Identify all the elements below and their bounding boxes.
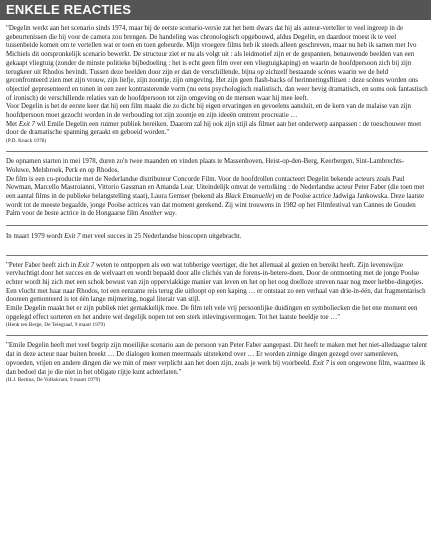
film-title: Exit 7 (312, 359, 329, 367)
text-segment: ) en de Poolse actrice Jadwiga Jankowska. Deze laatste wordt tot de meeste begaafde, jonge Poolse actrices van dat moment gerekend. Zij wint trouwens in 1982 op het Filmfestival van Cannes de Gouden Palm voor de beste actrice in de Hongaarse film (6, 192, 425, 218)
production-paragraph-2 (6, 176, 428, 220)
film-title: Black Emanuelle (225, 192, 272, 200)
divider (6, 335, 428, 336)
divider (6, 255, 428, 256)
text-segment: . (175, 210, 177, 218)
text-segment: "Emile Degelin heeft met veel begrip zijn moeilijke scenario aan de persoon van Peter Faber aangepast. Dit heeft te maken met het niet-alledaagse talent dat in deze acteur naar buiten breekt … De dialogen komen meermaals uitstekend over … Er worden zinnige dingen gezegd over samenleven, opvoeden, vrijen en andere dingen die we min of meer verplicht aan het doen zijn, zoals je werk bij voorbeeld. (6, 342, 428, 367)
quote-volkskrant (6, 342, 428, 384)
article-body (6, 25, 428, 384)
quote-telegraaf-source: (Henk ten Berge, De Telegraaf, 9 maart 1979) (6, 322, 105, 329)
film-title: Exit 7 (64, 232, 81, 240)
text-segment: De film is een co-productie met de Nederlandse distributeur Concorde Film. Voor de hoofdrollen contacteert Degelin bekende acteurs zoals Paul Newman, Marcello Mastroianni, Vittorio Gassman en Amanda Lear. Uiteindelijk omvat de vertolking : de Nederlandse acteur Peter Faber (die toen met een aantal films in de publieke belangstelling staat), Laura Gemser (bekend als (6, 175, 425, 200)
film-title: Exit 7 (77, 261, 95, 269)
quote-volkskrant-source: (H.J. Bertina, De Volkskrant, 9 maart 1979) (6, 377, 101, 384)
page-header (0, 0, 431, 20)
text-segment: met veel succes in 25 Nederlandse bioscopen uitgebracht. (80, 232, 242, 240)
quote-volkskrant-paragraph-1 (6, 342, 428, 377)
quote-knack-paragraph-1: "Degelin werkt aan het scenario sinds 1974, maar bij de eerste scenario-versie zat het hem dwars dat hij als auteur-verteller te veel ingreep in de gebeurtenissen die hij voor de camera zou brengen. De handeling was chronologisch opgebouwd, aldus Degelin, en daardoor moest ik te veel tussenbeide komen om te vertellen wat er toen en toen gebeurde. Mijn vroegere films heb ik steeds alleen geschreven, maar nu heb ik samen met Ivo Michiels dit oorspronkelijk scenario bewerkt. De structuur ziet er nu als volgt uit : als leidmotief zijn er de gespannen, benauwende beelden van een gekaapt vliegtuig (zonder de minste politieke bijbedoeling : het is echt geen film over een vliegtuigkaping) en waarin de hoofdpersoon zich bij zijn terugkeer uit Rhodos bevindt. Tussen deze beelden door zijn er dan de verschillende, bijna op zichzelf bestaande scènes waarin we de held geconfronteerd zien met zijn vrouw, zijn liefje, zijn zoontje, zijn omgeving. Het zijn geen flash-backs of herinneringsflitsen : deze scènes worden ons objectief gepresenteerd en tonen in een zeer kontrasterende vorm (nu eens psychologisch realistisch, dan weer hevig dramatisch, en soms ook fantastisch of ironisch) de verschillende relaties van de hoofdpersoon tot zijn omgeving en de mensen waar hij mee leeft. (6, 25, 428, 102)
quote-knack (6, 25, 428, 145)
quote-telegraaf-paragraph-2: Emile Degelin maakt het er zijn publiek niet gemakkelijk mee. De film telt vele vrij persoonlijke duidingen en symboliecken die het ene moment een opgelegd effect sorteren en het andere wel degelijk nopen tot een sterk inlevingsvermogen. Tot het laatste beeldje toe …" (6, 305, 418, 321)
divider (6, 225, 428, 226)
text-segment: weten te ontpoppen als een wat tobberige veertiger, die het allemaal al gezien en bereikt heeft. Zijn levenswijze vervluchtigt door het succes en de welvaart en wordt bepaald door alle clichés van de forens-in-betere-doen. Door de ontmoeting met de jonge Poolse echter wordt hij zich met een schok bewust van zijn opperviakkige manier van leven en het op het oog doelloze streven naar nog meer hebbe-dingetjes. Een vlucht met haar naar Rhodos, tot een eenzame reis terug die uitloopt op een kaping … er ontstaat zo een verhaal van drie-in-één, dat fragmentarisch dooreen gemonteerd is tot één lange mijmering, nogal literair van stijl. (6, 261, 426, 304)
quote-knack-source: (P.D. Knack 1978) (6, 138, 47, 145)
production-facts (6, 158, 428, 219)
quote-knack-paragraph-2: Voor Degelin is het de eerste keer dat hij een film maakt die zo dicht bij eigen ervaringen en gevoelens aansluit, en de kern van de malaise van zijn hoofdpersoon moet gezocht worden in de verhouding tot zijn zoontje en zijn ideeën omtrent procreatie … (6, 103, 411, 120)
text-segment: "Peter Faber heeft zich in (6, 261, 78, 269)
quote-knack-paragraph-3 (6, 121, 428, 138)
text-segment: In maart 1979 wordt (6, 232, 65, 240)
production-paragraph-1: De opnamen starten in mei 1978, duren zo'n twee maanden en vinden plaats te Massenhoven, Heist-op-den-Berg, Keerbergen, Sint-Lambrechts-Woluwe, Melsbroek, Perk en op Rhodos. (6, 158, 405, 174)
text-segment: is een ongewone film, waarmee ik dan bedoel dat je die niet in het obligate rijtje kunt achterlaten." (6, 359, 426, 376)
divider (6, 151, 428, 152)
release-note (6, 233, 428, 242)
text-segment: Met (6, 120, 19, 128)
page-title: ENKELE REACTIES (6, 2, 132, 17)
text-segment: wil Emile Degelin een ruimer publiek bereiken. Daarom zal hij ook zijn stijl als filmer aan het onderwerp aanpassen : de toeschouwer moet door de dramatische spanning geraakt en geboeid worden." (6, 120, 422, 137)
quote-telegraaf (6, 262, 428, 330)
quote-telegraaf-paragraph-1 (6, 262, 428, 306)
film-title: Another way (140, 210, 176, 218)
film-title: Exit 7 (18, 120, 36, 128)
